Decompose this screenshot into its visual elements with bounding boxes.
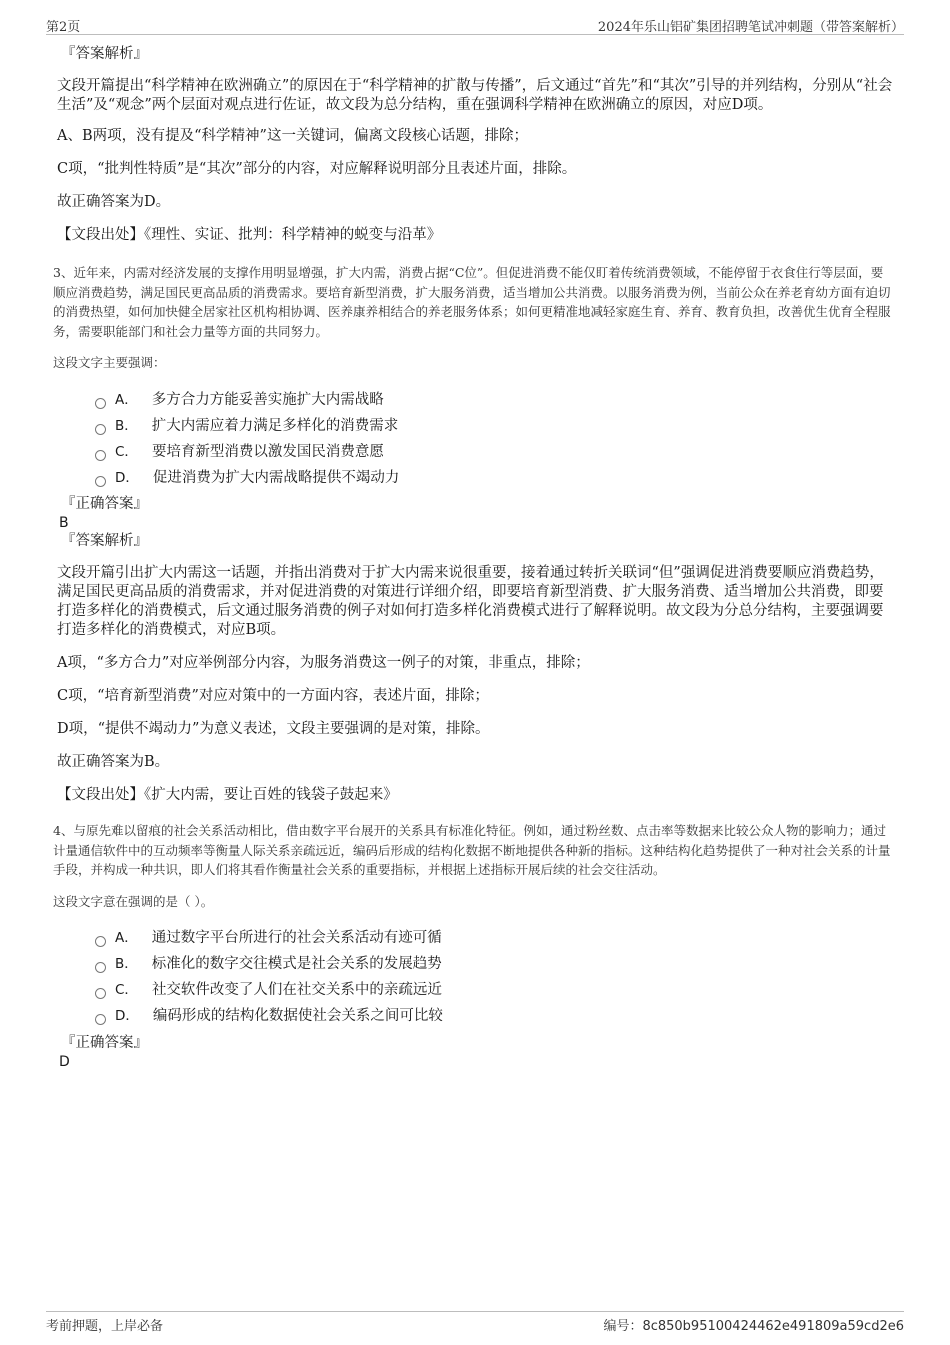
q3-option-c[interactable]	[95, 439, 893, 465]
option-letter: A．	[115, 391, 138, 408]
q3-option-b[interactable]	[95, 413, 893, 439]
q3-analysis-label: 『答案解析』	[61, 533, 148, 549]
q3-source: 【文段出处】《扩大内需，要让百姓的钱袋子鼓起来》	[57, 787, 398, 803]
page-header	[46, 14, 904, 35]
q2-analysis-text: 文段开篇提出“科学精神在欧洲确立”的原因在于“科学精神的扩散与传播”，后文通过“首先”和“其次”引导的并列结构，分别从“社会生活”及“观念”两个层面对观点进行佐证，故文段为总分结构，重在强调科学精神在欧洲确立的原因，对应D项。	[57, 78, 893, 113]
option-letter: B．	[115, 417, 138, 434]
q2-analysis-label: 『答案解析』	[61, 46, 148, 62]
q4-options	[57, 926, 893, 1030]
q4-answer-label: 『正确答案』	[61, 1034, 148, 1051]
q2-conclusion: 故正确答案为D。	[57, 194, 171, 210]
option-letter: D．	[115, 1008, 139, 1024]
q3-prompt: 这段文字主要强调：	[53, 355, 166, 370]
q4-prompt: 这段文字意在强调的是（ ）。	[53, 893, 214, 909]
option-letter: C．	[115, 982, 138, 998]
option-text: 扩大内需应着力满足多样化的消费需求	[151, 417, 399, 434]
q2-ab-explanation: A、B两项，没有提及“科学精神”这一关键词，偏离文段核心话题，排除；	[57, 128, 528, 144]
radio-icon[interactable]	[95, 962, 106, 973]
option-text: 要培育新型消费以激发国民消费意愿	[151, 443, 384, 460]
document-body	[53, 45, 893, 1071]
q4-option-b[interactable]	[95, 952, 893, 978]
radio-icon[interactable]	[95, 476, 106, 487]
radio-icon[interactable]	[95, 398, 106, 409]
option-text: 多方合力方能妥善实施扩大内需战略	[151, 391, 384, 408]
q4-option-c[interactable]	[95, 978, 893, 1004]
option-text: 编码形成的结构化数据使社会关系之间可比较	[152, 1008, 443, 1024]
radio-icon[interactable]	[95, 988, 106, 999]
radio-icon[interactable]	[95, 450, 106, 461]
document-title: 2024年乐山铝矿集团招聘笔试冲刺题（带答案解析）	[597, 20, 904, 35]
radio-icon[interactable]	[95, 1014, 106, 1025]
code-value: 8c850b95100424462e491809a59cd2e6	[642, 1319, 904, 1334]
radio-icon[interactable]	[95, 936, 106, 947]
q3-conclusion: 故正确答案为B。	[57, 754, 170, 770]
q3-analysis-text: 文段开篇引出扩大内需这一话题，并指出消费对于扩大内需来说很重要，接着通过转折关联词“但”强调促进消费要顺应消费趋势，满足国民更高品质的消费需求，并对促进消费的对策进行详细介绍，即要培育新型消费、扩大服务消费、适当增加公共消费，即要打造多样化的消费模式，后文通过服务消费的例子对如何打造多样化消费模式进行了解释说明。故文段为分总分结构，主要强调要打造多样化的消费模式，对应B项。	[57, 565, 884, 638]
q2-source: 【文段出处】《理性、实证、批判：科学精神的蜕变与沿革》	[57, 227, 442, 243]
page-number: 第2页	[46, 20, 81, 35]
radio-icon[interactable]	[95, 424, 106, 435]
q3-answer: B	[59, 515, 69, 531]
option-text: 标准化的数字交往模式是社会关系的发展趋势	[151, 956, 442, 972]
option-letter: C．	[115, 443, 138, 460]
q3-option-a[interactable]	[95, 387, 893, 413]
q3-a-explanation: A项，“多方合力”对应举例部分内容，为服务消费这一例子的对策，非重点，排除；	[57, 655, 590, 671]
option-letter: B．	[115, 956, 138, 972]
option-letter: A．	[115, 930, 138, 946]
document-code	[603, 1315, 904, 1334]
option-text: 社交软件改变了人们在社交关系中的亲疏远近	[151, 982, 442, 998]
option-letter: D．	[115, 469, 139, 486]
page-footer	[46, 1311, 904, 1335]
q4-stem: 4、与原先难以留痕的社会关系活动相比，借由数字平台展开的关系具有标准化特征。例如，通过粉丝数、点击率等数据来比较公众人物的影响力；通过计量通信软件中的互动频率等衡量人际关系亲疏远近，编码后形成的结构化数据不断地提供各种新的指标。这种结构化趋势提供了一种对社会关系的计量手段，并构成一种共识，即人们将其看作衡量社会关系的重要指标，并根据上述指标开展后续的社会交往活动。	[53, 823, 891, 877]
q3-option-d[interactable]	[95, 465, 893, 491]
q3-stem: 3、近年来，内需对经济发展的支撑作用明显增强，扩大内需，消费占据“C位”。但促进消费不能仅盯着传统消费领域，不能停留于衣食住行等层面，要顺应消费趋势，满足国民更高品质的消费需求。要培育新型消费，扩大服务消费，适当增加公共消费。以服务消费为例，当前公众在养老育幼方面有迫切的消费热望，如何加快健全居家社区机构相协调、医养康养相结合的养老服务体系；如何更精准地减轻家庭生育、养育、教育负担，改善优生优育全程服务，需要职能部门和社会力量等方面的共同努力。	[53, 265, 891, 339]
q4-option-a[interactable]	[95, 926, 893, 952]
q2-c-explanation: C项，“批判性特质”是“其次”部分的内容，对应解释说明部分且表述片面，排除。	[57, 161, 577, 177]
q4-option-d[interactable]	[95, 1004, 893, 1030]
code-label: 编号：	[603, 1319, 643, 1334]
option-text: 促进消费为扩大内需战略提供不竭动力	[152, 469, 400, 486]
q3-options	[57, 387, 893, 491]
q3-answer-label: 『正确答案』	[61, 496, 148, 512]
option-text: 通过数字平台所进行的社会关系活动有迹可循	[151, 930, 442, 946]
q3-c-explanation: C项，“培育新型消费”对应对策中的一方面内容，表述片面，排除；	[57, 688, 489, 704]
q4-answer: D	[59, 1053, 70, 1070]
q3-d-explanation: D项，“提供不竭动力”为意义表述，文段主要强调的是对策，排除。	[57, 721, 490, 737]
footer-slogan: 考前押题，上岸必备	[46, 1319, 164, 1334]
